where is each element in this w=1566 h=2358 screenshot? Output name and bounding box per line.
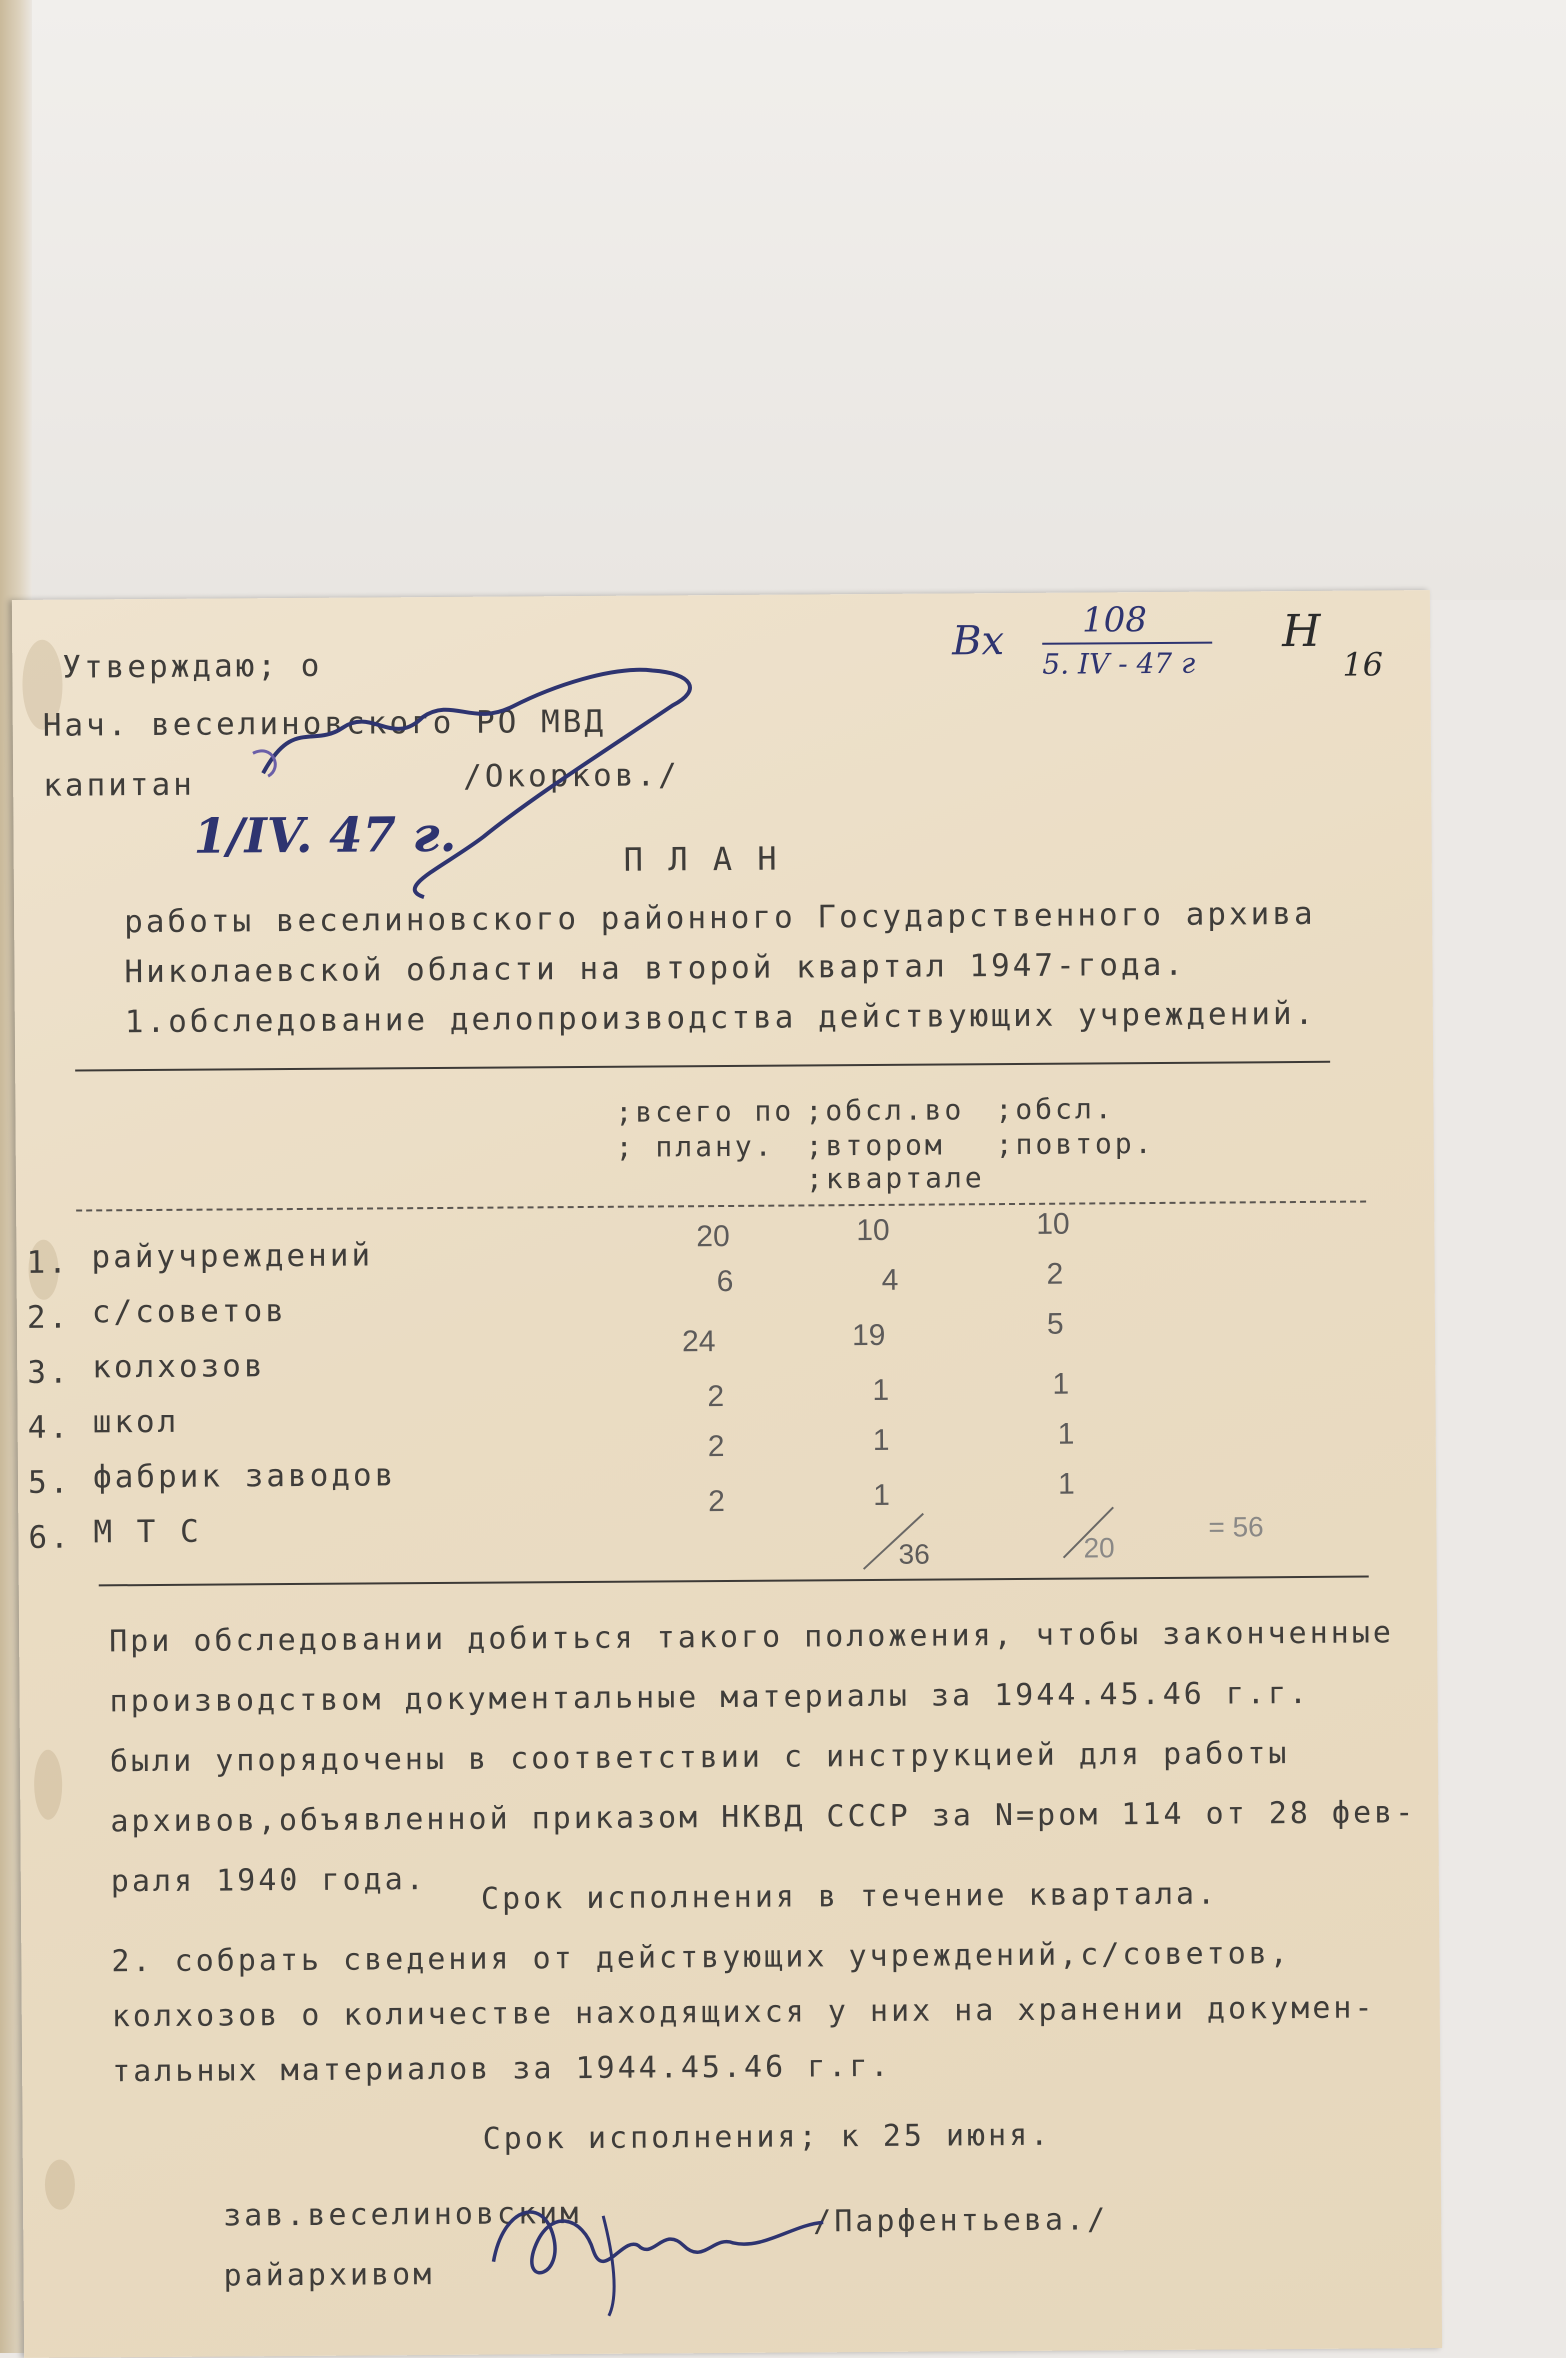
row-num: 5. (27, 1464, 72, 1501)
row-repeat: 10 (1036, 1207, 1070, 1241)
paragraph1-line1: При обследовании добиться такого положения, чтобы законченные (109, 1615, 1395, 1660)
subtitle-line3: 1.обследование делопроизводства действующих учреждений. (124, 995, 1317, 1041)
row-num: 6. (28, 1519, 72, 1556)
subtitle-line1: работы веселиновского районного Государственного архива (124, 895, 1316, 941)
paragraph2-line2: колхозов о количестве находящихся у них на хранении докумен- (111, 1990, 1376, 2035)
header-q2-line3: ;квартале (805, 1161, 985, 1196)
approval-line2: Нач. веселиновского РО МВД (42, 703, 607, 744)
header-q2-line1: ;обсл.во (805, 1093, 965, 1128)
registration-incoming: Вх (952, 618, 1005, 665)
row-total: 2 (707, 1380, 725, 1414)
row-total: 20 (696, 1219, 730, 1254)
row-num: 2. (26, 1299, 71, 1336)
sheet-number: 16 (1342, 645, 1384, 684)
approval-name: /Окорков./ (463, 757, 680, 795)
row-repeat: 2 (1046, 1257, 1064, 1291)
paragraph2-line1: 2. собрать сведения от действующих учреждений,с/советов, (111, 1936, 1291, 1980)
paragraph1-line4: архивов,объявленной приказом НКВД СССР за N=ром 114 от 28 фев- (110, 1795, 1417, 1840)
approval-line1: Утверждаю; о (62, 647, 323, 686)
row-q2: 1 (872, 1423, 890, 1457)
row-name: школ (92, 1403, 180, 1441)
sum-q2: 36 (898, 1538, 930, 1570)
row-name: колхозов (92, 1348, 266, 1386)
subtitle-line2: Николаевской области на второй квартал 1947-года. (124, 946, 1187, 991)
sum-total: = 56 (1208, 1511, 1264, 1543)
registration-mark: Н (1281, 605, 1321, 658)
row-name: райучреждений (91, 1237, 374, 1276)
approval-date: 1/IV. 47 г. (193, 806, 457, 865)
archive-signature (12, 590, 1442, 2358)
row-num: 1. (26, 1244, 70, 1281)
row-q2: 1 (873, 1478, 890, 1512)
plan-title: П Л А Н (623, 839, 780, 879)
row-total: 6 (716, 1264, 734, 1299)
background-top (0, 0, 1566, 600)
registration-date: 5. IV - 47 г (1042, 646, 1196, 681)
signature-line1: зав.веселиновским (223, 2196, 582, 2234)
paragraph2-line3: тальных материалов за 1944.45.46 г.г. (112, 2048, 892, 2090)
approval-title: капитан (43, 766, 195, 804)
row-q2: 1 (872, 1373, 890, 1407)
signature-name: /Парфентьева./ (813, 2202, 1109, 2240)
header-repeat-line1: ;обсл. (995, 1092, 1115, 1127)
header-total-line1: ;всего по (615, 1094, 795, 1129)
header-q2-line2: ;втором (805, 1128, 945, 1163)
row-total: 2 (708, 1485, 725, 1519)
paragraph1-line3: были упорядочены в соответствии с инструкцией для работы (109, 1736, 1290, 1780)
row-total: 24 (681, 1325, 716, 1359)
row-q2: 4 (881, 1263, 899, 1297)
signature-line2: райархивом (223, 2257, 435, 2294)
deadline1: Срок исполнения в течение квартала. (480, 1876, 1219, 1917)
sum-repeat: 20 (1083, 1532, 1115, 1564)
row-q2: 10 (856, 1213, 890, 1248)
paragraph1-line2: производством документальные материалы за 1944.45.46 г.г. (109, 1675, 1311, 1720)
row-q2: 19 (851, 1318, 886, 1353)
row-repeat: 1 (1057, 1467, 1075, 1501)
row-num: 4. (27, 1409, 72, 1446)
row-name: с/советов (91, 1293, 287, 1331)
row-num: 3. (27, 1354, 71, 1391)
row-name: фабрик заводов (92, 1457, 397, 1496)
paragraph1-line5: раля 1940 года. (110, 1862, 427, 1900)
deadline2: Срок исполнения; к 25 июня. (482, 2117, 1052, 2157)
row-repeat: 1 (1052, 1367, 1070, 1401)
row-repeat: 1 (1057, 1417, 1075, 1451)
row-name: М Т С (93, 1513, 202, 1551)
registration-number: 108 (1081, 600, 1148, 641)
header-repeat-line2: ;повтор. (995, 1127, 1155, 1162)
row-repeat: 5 (1046, 1307, 1064, 1341)
row-total: 2 (707, 1430, 725, 1464)
header-total-line2: ; плану. (615, 1129, 775, 1164)
document-page (12, 590, 1442, 2358)
